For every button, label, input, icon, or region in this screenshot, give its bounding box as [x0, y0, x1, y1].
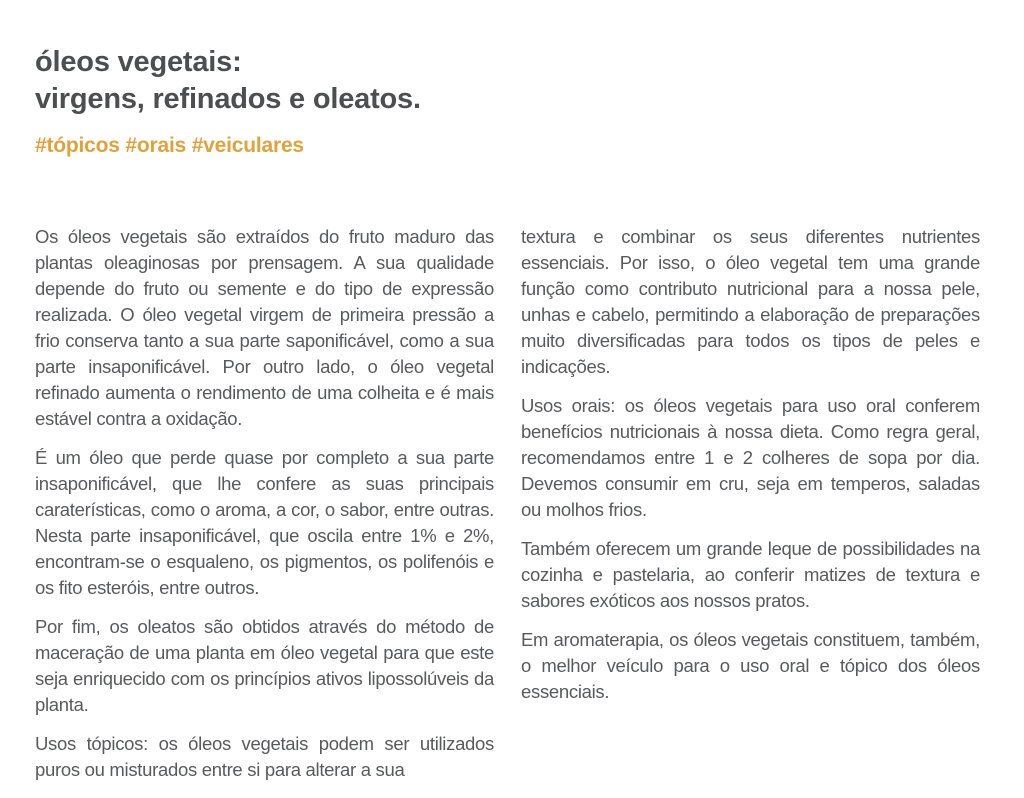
paragraph-left-1: Os óleos vegetais são extraídos do fruto maduro das plantas oleaginosas por prensagem. A sua qualidade depende do fruto ou semente e do tipo de expressão realizada. O óleo vegetal virgem de primeira pressão a frio conserva tanto a sua parte saponificável, como a sua parte insaponificável. Por outro lado, o óleo vegetal refinado aumenta o rendimento de uma colheita e é mais estável contra a oxidação. [35, 226, 494, 429]
page-title [35, 44, 735, 118]
page-title-line-2: virgens, refinados e oleatos. [35, 83, 421, 115]
left-column [35, 224, 494, 783]
paragraph-left-4: Usos tópicos: os óleos vegetais podem ser utilizados puros ou misturados entre si para alterar a sua [35, 733, 494, 780]
document-header [35, 44, 735, 160]
right-column [521, 224, 980, 783]
paragraph-right-3: Também oferecem um grande leque de possibilidades na cozinha e pastelaria, ao conferir matizes de textura e sabores exóticos aos nossos pratos. [521, 538, 980, 611]
two-column-body [35, 224, 980, 783]
paragraph-right-2: Usos orais: os óleos vegetais para uso oral conferem benefícios nutricionais à nossa dieta. Como regra geral, recomendamos entre 1 e 2 colheres de sopa por dia. Devemos consumir em cru, seja em temperos, saladas ou molhos frios. [521, 395, 980, 520]
paragraph-left-2: É um óleo que perde quase por completo a sua parte insaponificável, que lhe confere as suas principais caraterísticas, como o aroma, a cor, o sabor, entre outras. Nesta parte insaponificável, que oscila entre 1% e 2%, encontram-se o esqualeno, os pigmentos, os polifenóis e os fito esteróis, entre outros. [35, 447, 494, 598]
paragraph-right-4: Em aromaterapia, os óleos vegetais constituem, também, o melhor veículo para o uso oral e tópico dos óleos essenciais. [521, 629, 980, 702]
paragraph-left-3: Por fim, os oleatos são obtidos através do método de maceração de uma planta em óleo vegetal para que este seja enriquecido com os princípios ativos lipossolúveis da planta. [35, 616, 494, 715]
paragraph-right-1: textura e combinar os seus diferentes nutrientes essenciais. Por isso, o óleo vegetal tem uma grande função como contributo nutricional para a nossa pele, unhas e cabelo, permitindo a elaboração de preparações muito diversificadas para todos os tipos de peles e indicações. [521, 226, 980, 377]
page-title-line-1: óleos vegetais: [35, 46, 242, 78]
hashtags-subtitle: #tópicos #orais #veiculares [35, 134, 304, 157]
